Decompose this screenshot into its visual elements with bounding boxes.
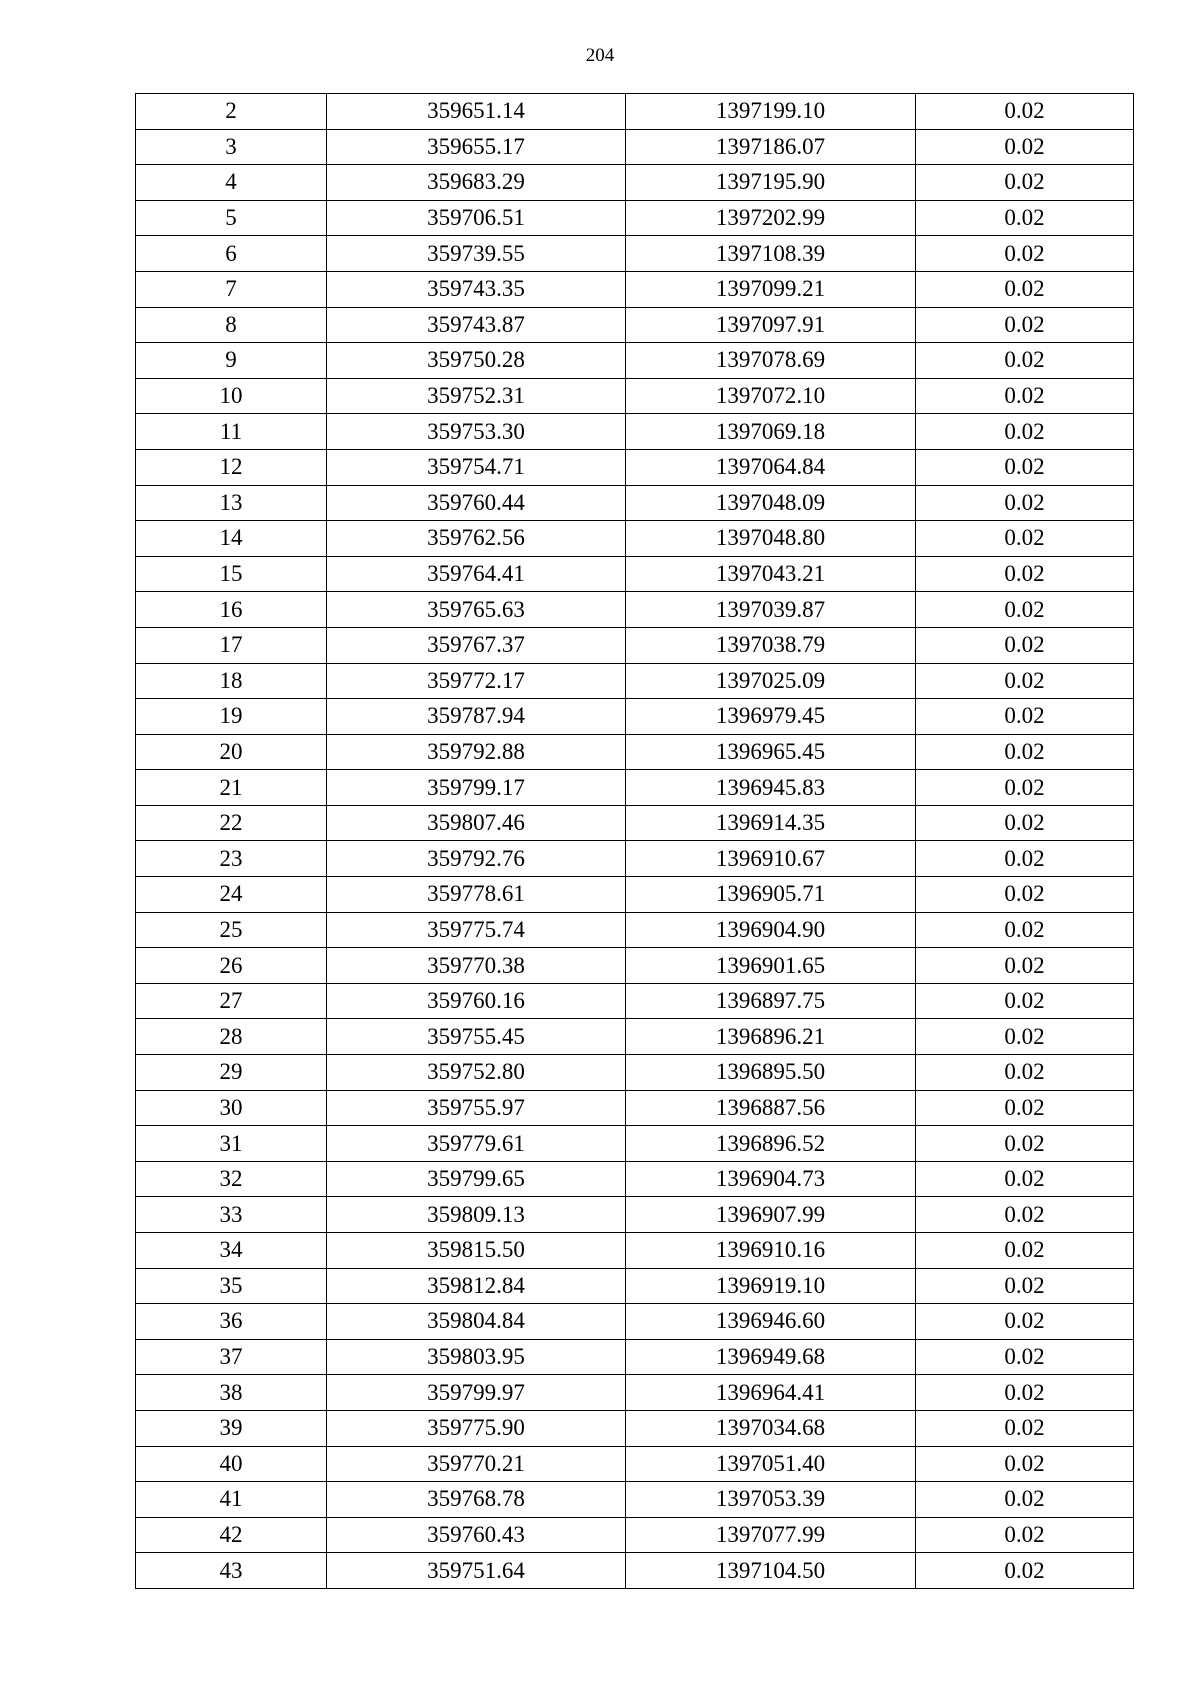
x-coordinate-cell: 359799.17 (327, 770, 626, 806)
y-coordinate-cell: 1396904.73 (626, 1161, 916, 1197)
table-row (136, 1446, 1134, 1482)
y-coordinate-cell: 1396897.75 (626, 983, 916, 1019)
tolerance-cell: 0.02 (916, 271, 1134, 307)
table-row (136, 200, 1134, 236)
table-row (136, 1375, 1134, 1411)
point-number-cell: 41 (136, 1482, 327, 1518)
table-row (136, 165, 1134, 201)
x-coordinate-cell: 359799.65 (327, 1161, 626, 1197)
tolerance-cell: 0.02 (916, 449, 1134, 485)
tolerance-cell: 0.02 (916, 1410, 1134, 1446)
table-row (136, 592, 1134, 628)
y-coordinate-cell: 1396907.99 (626, 1197, 916, 1233)
tolerance-cell: 0.02 (916, 1339, 1134, 1375)
tolerance-cell: 0.02 (916, 663, 1134, 699)
tolerance-cell: 0.02 (916, 592, 1134, 628)
y-coordinate-cell: 1396914.35 (626, 805, 916, 841)
point-number-cell: 38 (136, 1375, 327, 1411)
point-number-cell: 33 (136, 1197, 327, 1233)
table-row (136, 699, 1134, 735)
x-coordinate-cell: 359768.78 (327, 1482, 626, 1518)
point-number-cell: 8 (136, 307, 327, 343)
tolerance-cell: 0.02 (916, 485, 1134, 521)
y-coordinate-cell: 1396904.90 (626, 912, 916, 948)
table-row (136, 343, 1134, 379)
x-coordinate-cell: 359775.74 (327, 912, 626, 948)
tolerance-cell: 0.02 (916, 129, 1134, 165)
point-number-cell: 17 (136, 627, 327, 663)
point-number-cell: 43 (136, 1553, 327, 1589)
table-row (136, 877, 1134, 913)
tolerance-cell: 0.02 (916, 1446, 1134, 1482)
x-coordinate-cell: 359752.31 (327, 378, 626, 414)
y-coordinate-cell: 1396945.83 (626, 770, 916, 806)
x-coordinate-cell: 359655.17 (327, 129, 626, 165)
y-coordinate-cell: 1397034.68 (626, 1410, 916, 1446)
tolerance-cell: 0.02 (916, 805, 1134, 841)
x-coordinate-cell: 359778.61 (327, 877, 626, 913)
tolerance-cell: 0.02 (916, 627, 1134, 663)
point-number-cell: 20 (136, 734, 327, 770)
y-coordinate-cell: 1397048.09 (626, 485, 916, 521)
tolerance-cell: 0.02 (916, 841, 1134, 877)
x-coordinate-cell: 359743.35 (327, 271, 626, 307)
y-coordinate-cell: 1397097.91 (626, 307, 916, 343)
point-number-cell: 11 (136, 414, 327, 450)
x-coordinate-cell: 359812.84 (327, 1268, 626, 1304)
tolerance-cell: 0.02 (916, 912, 1134, 948)
tolerance-cell: 0.02 (916, 1161, 1134, 1197)
x-coordinate-cell: 359683.29 (327, 165, 626, 201)
x-coordinate-cell: 359767.37 (327, 627, 626, 663)
x-coordinate-cell: 359760.43 (327, 1517, 626, 1553)
y-coordinate-cell: 1397078.69 (626, 343, 916, 379)
x-coordinate-cell: 359799.97 (327, 1375, 626, 1411)
x-coordinate-cell: 359807.46 (327, 805, 626, 841)
y-coordinate-cell: 1397064.84 (626, 449, 916, 485)
page-number: 204 (585, 45, 615, 66)
y-coordinate-cell: 1396905.71 (626, 877, 916, 913)
point-number-cell: 14 (136, 521, 327, 557)
x-coordinate-cell: 359754.71 (327, 449, 626, 485)
x-coordinate-cell: 359743.87 (327, 307, 626, 343)
tolerance-cell: 0.02 (916, 414, 1134, 450)
point-number-cell: 9 (136, 343, 327, 379)
coordinates-table-body (136, 94, 1134, 1589)
tolerance-cell: 0.02 (916, 343, 1134, 379)
point-number-cell: 40 (136, 1446, 327, 1482)
tolerance-cell: 0.02 (916, 1482, 1134, 1518)
x-coordinate-cell: 359770.21 (327, 1446, 626, 1482)
y-coordinate-cell: 1396895.50 (626, 1055, 916, 1091)
tolerance-cell: 0.02 (916, 200, 1134, 236)
y-coordinate-cell: 1396949.68 (626, 1339, 916, 1375)
x-coordinate-cell: 359792.88 (327, 734, 626, 770)
y-coordinate-cell: 1397072.10 (626, 378, 916, 414)
tolerance-cell: 0.02 (916, 236, 1134, 272)
table-row (136, 912, 1134, 948)
tolerance-cell: 0.02 (916, 1375, 1134, 1411)
point-number-cell: 30 (136, 1090, 327, 1126)
x-coordinate-cell: 359770.38 (327, 948, 626, 984)
y-coordinate-cell: 1397048.80 (626, 521, 916, 557)
x-coordinate-cell: 359815.50 (327, 1233, 626, 1269)
point-number-cell: 3 (136, 129, 327, 165)
y-coordinate-cell: 1397104.50 (626, 1553, 916, 1589)
point-number-cell: 21 (136, 770, 327, 806)
point-number-cell: 35 (136, 1268, 327, 1304)
tolerance-cell: 0.02 (916, 521, 1134, 557)
tolerance-cell: 0.02 (916, 165, 1134, 201)
table-row (136, 449, 1134, 485)
point-number-cell: 23 (136, 841, 327, 877)
table-row (136, 129, 1134, 165)
x-coordinate-cell: 359764.41 (327, 556, 626, 592)
x-coordinate-cell: 359804.84 (327, 1304, 626, 1340)
table-row (136, 627, 1134, 663)
tolerance-cell: 0.02 (916, 307, 1134, 343)
table-row (136, 271, 1134, 307)
point-number-cell: 27 (136, 983, 327, 1019)
x-coordinate-cell: 359787.94 (327, 699, 626, 735)
point-number-cell: 36 (136, 1304, 327, 1340)
point-number-cell: 29 (136, 1055, 327, 1091)
y-coordinate-cell: 1397099.21 (626, 271, 916, 307)
y-coordinate-cell: 1397108.39 (626, 236, 916, 272)
x-coordinate-cell: 359760.44 (327, 485, 626, 521)
table-row (136, 236, 1134, 272)
y-coordinate-cell: 1396910.16 (626, 1233, 916, 1269)
x-coordinate-cell: 359772.17 (327, 663, 626, 699)
x-coordinate-cell: 359750.28 (327, 343, 626, 379)
tolerance-cell: 0.02 (916, 1126, 1134, 1162)
y-coordinate-cell: 1397053.39 (626, 1482, 916, 1518)
point-number-cell: 32 (136, 1161, 327, 1197)
point-number-cell: 26 (136, 948, 327, 984)
table-row (136, 1268, 1134, 1304)
y-coordinate-cell: 1397038.79 (626, 627, 916, 663)
table-row (136, 378, 1134, 414)
y-coordinate-cell: 1397195.90 (626, 165, 916, 201)
y-coordinate-cell: 1396919.10 (626, 1268, 916, 1304)
x-coordinate-cell: 359775.90 (327, 1410, 626, 1446)
x-coordinate-cell: 359739.55 (327, 236, 626, 272)
table-row (136, 1339, 1134, 1375)
x-coordinate-cell: 359706.51 (327, 200, 626, 236)
y-coordinate-cell: 1397069.18 (626, 414, 916, 450)
table-row (136, 841, 1134, 877)
point-number-cell: 28 (136, 1019, 327, 1055)
tolerance-cell: 0.02 (916, 1233, 1134, 1269)
y-coordinate-cell: 1396887.56 (626, 1090, 916, 1126)
table-row (136, 770, 1134, 806)
x-coordinate-cell: 359753.30 (327, 414, 626, 450)
y-coordinate-cell: 1396979.45 (626, 699, 916, 735)
tolerance-cell: 0.02 (916, 1197, 1134, 1233)
tolerance-cell: 0.02 (916, 734, 1134, 770)
point-number-cell: 37 (136, 1339, 327, 1375)
x-coordinate-cell: 359765.63 (327, 592, 626, 628)
tolerance-cell: 0.02 (916, 1517, 1134, 1553)
y-coordinate-cell: 1396896.21 (626, 1019, 916, 1055)
tolerance-cell: 0.02 (916, 1090, 1134, 1126)
x-coordinate-cell: 359651.14 (327, 94, 626, 130)
x-coordinate-cell: 359809.13 (327, 1197, 626, 1233)
y-coordinate-cell: 1396901.65 (626, 948, 916, 984)
x-coordinate-cell: 359762.56 (327, 521, 626, 557)
tolerance-cell: 0.02 (916, 1553, 1134, 1589)
point-number-cell: 5 (136, 200, 327, 236)
y-coordinate-cell: 1396896.52 (626, 1126, 916, 1162)
table-row (136, 1019, 1134, 1055)
y-coordinate-cell: 1397025.09 (626, 663, 916, 699)
point-number-cell: 13 (136, 485, 327, 521)
point-number-cell: 7 (136, 271, 327, 307)
table-row (136, 1197, 1134, 1233)
tolerance-cell: 0.02 (916, 1019, 1134, 1055)
tolerance-cell: 0.02 (916, 770, 1134, 806)
table-row (136, 1161, 1134, 1197)
point-number-cell: 19 (136, 699, 327, 735)
table-row (136, 414, 1134, 450)
x-coordinate-cell: 359755.97 (327, 1090, 626, 1126)
y-coordinate-cell: 1397039.87 (626, 592, 916, 628)
table-row (136, 1553, 1134, 1589)
point-number-cell: 31 (136, 1126, 327, 1162)
point-number-cell: 25 (136, 912, 327, 948)
tolerance-cell: 0.02 (916, 94, 1134, 130)
point-number-cell: 34 (136, 1233, 327, 1269)
table-row (136, 94, 1134, 130)
point-number-cell: 10 (136, 378, 327, 414)
y-coordinate-cell: 1397186.07 (626, 129, 916, 165)
x-coordinate-cell: 359779.61 (327, 1126, 626, 1162)
tolerance-cell: 0.02 (916, 1304, 1134, 1340)
table-row (136, 521, 1134, 557)
table-row (136, 1304, 1134, 1340)
table-row (136, 1410, 1134, 1446)
point-number-cell: 15 (136, 556, 327, 592)
point-number-cell: 12 (136, 449, 327, 485)
point-number-cell: 18 (136, 663, 327, 699)
y-coordinate-cell: 1397199.10 (626, 94, 916, 130)
table-row (136, 805, 1134, 841)
tolerance-cell: 0.02 (916, 877, 1134, 913)
x-coordinate-cell: 359760.16 (327, 983, 626, 1019)
table-row (136, 485, 1134, 521)
tolerance-cell: 0.02 (916, 983, 1134, 1019)
table-row (136, 307, 1134, 343)
tolerance-cell: 0.02 (916, 378, 1134, 414)
x-coordinate-cell: 359803.95 (327, 1339, 626, 1375)
table-row (136, 556, 1134, 592)
y-coordinate-cell: 1397202.99 (626, 200, 916, 236)
table-row (136, 948, 1134, 984)
y-coordinate-cell: 1397077.99 (626, 1517, 916, 1553)
table-row (136, 1233, 1134, 1269)
point-number-cell: 22 (136, 805, 327, 841)
point-number-cell: 2 (136, 94, 327, 130)
tolerance-cell: 0.02 (916, 1055, 1134, 1091)
tolerance-cell: 0.02 (916, 1268, 1134, 1304)
table-row (136, 1126, 1134, 1162)
point-number-cell: 16 (136, 592, 327, 628)
table-row (136, 663, 1134, 699)
x-coordinate-cell: 359755.45 (327, 1019, 626, 1055)
x-coordinate-cell: 359792.76 (327, 841, 626, 877)
y-coordinate-cell: 1396910.67 (626, 841, 916, 877)
point-number-cell: 4 (136, 165, 327, 201)
table-row (136, 983, 1134, 1019)
table-row (136, 734, 1134, 770)
x-coordinate-cell: 359751.64 (327, 1553, 626, 1589)
y-coordinate-cell: 1396965.45 (626, 734, 916, 770)
y-coordinate-cell: 1397043.21 (626, 556, 916, 592)
table-row (136, 1517, 1134, 1553)
point-number-cell: 42 (136, 1517, 327, 1553)
point-number-cell: 39 (136, 1410, 327, 1446)
point-number-cell: 6 (136, 236, 327, 272)
tolerance-cell: 0.02 (916, 556, 1134, 592)
y-coordinate-cell: 1396946.60 (626, 1304, 916, 1340)
table-row (136, 1090, 1134, 1126)
y-coordinate-cell: 1396964.41 (626, 1375, 916, 1411)
point-number-cell: 24 (136, 877, 327, 913)
table-row (136, 1055, 1134, 1091)
tolerance-cell: 0.02 (916, 699, 1134, 735)
x-coordinate-cell: 359752.80 (327, 1055, 626, 1091)
tolerance-cell: 0.02 (916, 948, 1134, 984)
table-row (136, 1482, 1134, 1518)
coordinates-table (135, 93, 1134, 1589)
y-coordinate-cell: 1397051.40 (626, 1446, 916, 1482)
